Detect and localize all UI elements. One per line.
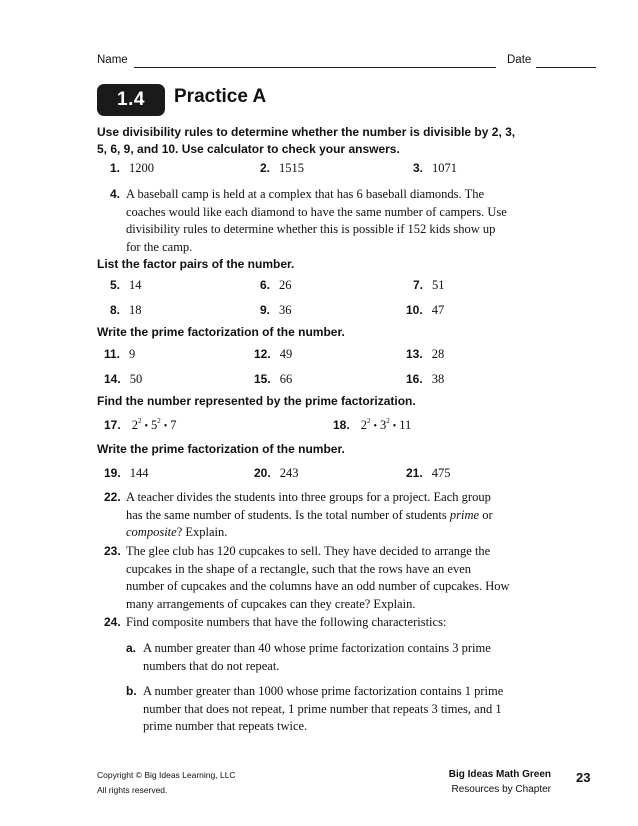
problem-value: 1071 [432,161,458,175]
page-number: 23 [576,770,591,785]
footer-book-title: Big Ideas Math Green [448,769,551,780]
problem-value: 1515 [279,161,305,175]
problem-number: 17. [104,418,121,432]
problem-text: A number greater than 40 whose prime factorization contains 3 prime numbers that do not repeat. [143,641,491,673]
problem-number: b. [126,684,137,698]
problem-13 [406,346,444,363]
problem-value: 18 [129,303,142,317]
multiply-dot: • [144,421,148,432]
problem-14 [104,371,142,388]
exponent: 2 [386,417,390,425]
problem-17 [104,417,176,435]
problem-24 [104,614,524,632]
problem-value: 26 [279,278,292,292]
footer-rights: All rights reserved. [97,785,168,795]
problem-value: 49 [279,347,293,361]
problem-24b [126,683,514,736]
problem-number: 3. [413,161,424,175]
base: 11 [399,418,412,432]
base: 2 [131,418,138,432]
problem-number: 18. [333,418,350,432]
problem-number: 22. [104,490,121,504]
problem-value: 36 [279,303,292,317]
problem-6 [260,277,292,294]
instruction-prime-factorization-2: Write the prime factorization of the number. [97,442,345,456]
problem-value: 144 [129,466,149,480]
problem-value: 243 [279,466,299,480]
multiply-dot: • [373,421,377,432]
problem-text-a: A teacher divides the students into three groups for a project. Each group has the same number of students. Is the total number of students [126,490,491,522]
problem-number: 12. [254,347,271,361]
problem-5 [110,277,142,294]
problem-number: 14. [104,372,121,386]
problem-text: A number greater than 1000 whose prime factorization contains 1 prime number that does not repeat, 1 prime number that repeats 3 times, and 1 prime number that repeats twice. [143,684,504,733]
problem-value: 14 [129,278,142,292]
problem-10 [406,302,444,319]
problem-11 [104,346,135,363]
problem-value: 66 [279,372,293,386]
problem-number: 15. [254,372,271,386]
multiply-dot: • [392,421,397,432]
problem-19 [104,465,148,482]
problem-value: 47 [431,303,445,317]
date-label: Date [507,54,532,66]
multiply-dot: • [163,421,168,432]
term-composite: composite [126,525,177,539]
problem-text: The glee club has 120 cupcakes to sell. They have decided to arrange the cupcakes in the shape of a rectangle, such that the rows have an even number of cupcakes and the columns have an odd number of cupcakes. How many arrangements of cupcakes can they create? Explain. [126,544,510,611]
problem-15 [254,371,292,388]
problem-value: 9 [129,347,136,361]
problem-24a [126,640,514,675]
problem-18 [333,417,411,435]
problem-value: 50 [129,372,143,386]
problem-value: 1200 [129,161,155,175]
problem-number: 9. [260,303,271,317]
problem-2 [260,160,304,177]
problem-number: 4. [110,187,121,201]
name-line[interactable] [134,67,496,68]
problem-number: 6. [260,278,271,292]
date-line[interactable] [536,67,596,68]
exponent: 2 [157,417,161,425]
section-badge: 1.4 [97,84,165,116]
problem-value: 28 [431,347,445,361]
word-or: or [482,507,493,522]
problem-number: 24. [104,615,121,629]
problem-8 [110,302,142,319]
exponent: 2 [137,417,142,425]
problem-text-b: ? Explain. [176,525,228,539]
problem-12 [254,346,292,363]
instruction-divisibility: Use divisibility rules to determine whether the number is divisible by 2, 3, 5, 6, 9, and 10. Use calculator to check your answers. [97,125,516,156]
problem-text [126,489,510,542]
problem-23 [104,543,510,613]
problem-number: 13. [406,347,423,361]
problem-number: 19. [104,466,121,480]
problem-16 [406,371,444,388]
problem-number: 5. [110,278,121,292]
instruction-prime-factorization: Write the prime factorization of the number. [97,325,345,339]
problem-number: a. [126,641,137,655]
problem-21 [406,465,450,482]
problem-value: 475 [431,466,451,480]
problem-value: 51 [432,278,445,292]
page-title: Practice A [174,86,267,107]
problem-number: 7. [413,278,424,292]
problem-number: 20. [254,466,271,480]
footer-resources: Resources by Chapter [451,784,551,795]
base: 7 [170,418,177,432]
problem-number: 21. [406,466,423,480]
problem-4 [110,186,510,256]
problem-1 [110,160,154,177]
problem-9 [260,302,292,319]
name-label: Name [97,54,128,66]
problem-number: 11. [104,347,121,361]
problem-number: 16. [406,372,423,386]
problem-value: 38 [431,372,445,386]
problem-expression [132,418,177,432]
problem-text: Find composite numbers that have the following characteristics: [126,615,447,629]
problem-3 [413,160,457,177]
problem-number: 1. [110,161,121,175]
instruction-factor-pairs: List the factor pairs of the number. [97,257,295,271]
problem-22 [104,489,510,542]
base: 2 [360,418,367,432]
problem-20 [254,465,298,482]
base: 3 [379,418,387,432]
exponent: 2 [366,417,371,425]
problem-number: 2. [260,161,271,175]
footer-copyright: Copyright © Big Ideas Learning, LLC [97,770,236,780]
problem-number: 10. [406,303,423,317]
problem-expression [361,418,412,432]
problem-7 [413,277,445,294]
problem-number: 23. [104,544,121,558]
base: 5 [150,418,158,432]
instruction-find-number: Find the number represented by the prime factorization. [97,394,416,408]
term-prime: prime [449,507,480,522]
problem-number: 8. [110,303,121,317]
problem-text: A baseball camp is held at a complex that has 6 baseball diamonds. The coaches would like each diamond to have the same number of campers. Use divisibility rules to determine whether this is possible if 152 kids show up for the camp. [126,187,507,254]
